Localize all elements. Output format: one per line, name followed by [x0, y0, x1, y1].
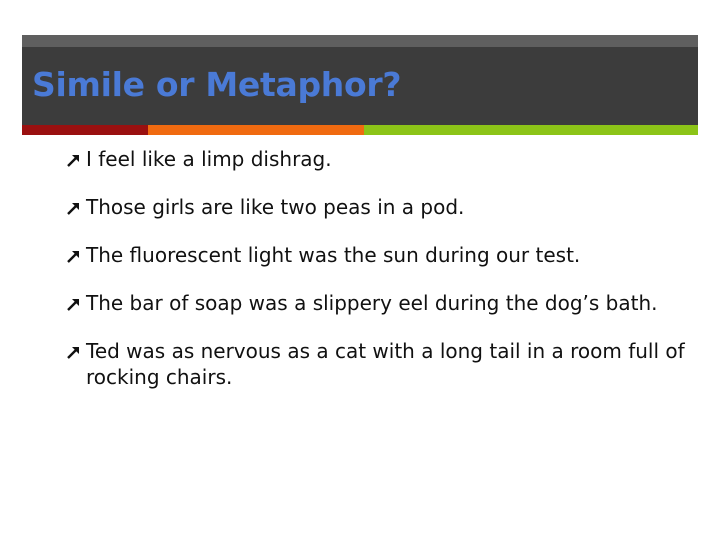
bullet-text: I feel like a limp dishrag. [86, 147, 332, 171]
accent-segment-red [22, 125, 148, 135]
arrow-northeast-icon [66, 344, 82, 360]
bullet-item [70, 290, 690, 316]
bullet-text: Ted was as nervous as a cat with a long tail in a room full of rocking chairs. [86, 339, 685, 389]
arrow-northeast-icon [66, 296, 82, 312]
arrow-northeast-icon [66, 152, 82, 168]
accent-segment-green [364, 125, 698, 135]
bullet-text: The bar of soap was a slippery eel during the dog’s bath. [86, 291, 658, 315]
bullet-item [70, 146, 690, 172]
bullet-item [70, 194, 690, 220]
bullet-item [70, 338, 690, 390]
title-bar [22, 35, 698, 125]
bullet-item [70, 242, 690, 268]
bullet-text: Those girls are like two peas in a pod. [86, 195, 465, 219]
bullet-text: The fluorescent light was the sun during our test. [86, 243, 581, 267]
accent-strip [22, 125, 698, 135]
bullet-list [70, 146, 690, 412]
arrow-northeast-icon [66, 248, 82, 264]
slide-title: Simile or Metaphor? [32, 65, 402, 104]
accent-segment-orange [148, 125, 364, 135]
arrow-northeast-icon [66, 200, 82, 216]
